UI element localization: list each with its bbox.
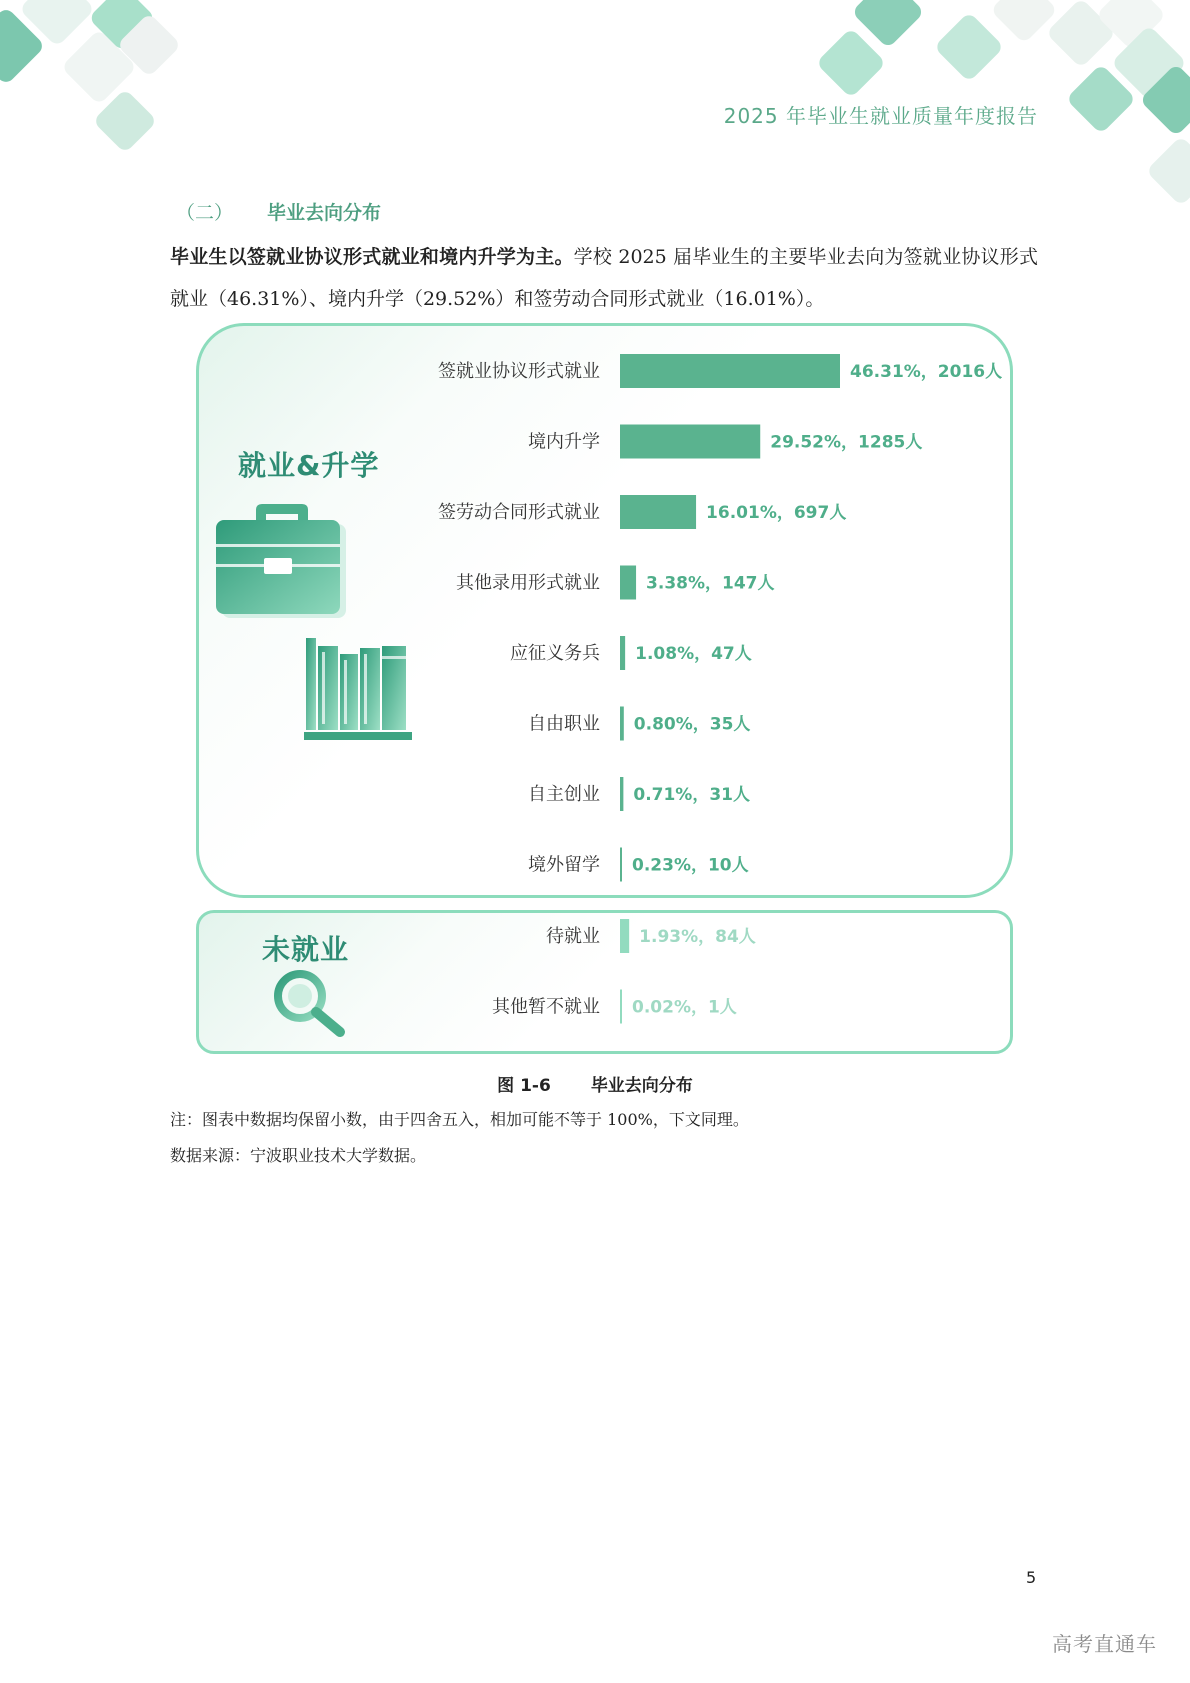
rounding-note: 注：图表中数据均保留小数，由于四舍五入，相加可能不等于 100%，下文同理。 xyxy=(170,1110,749,1129)
bar-0-0 xyxy=(620,354,840,388)
bar-0-3 xyxy=(620,566,636,600)
intro-body: 学校 2025 届毕业生的主要毕业去向为签就业协议形式就业（46.31%）、境内升学（29.52%）和签劳动合同形式就业（16.01%）。 xyxy=(170,246,1038,310)
category-label-0-7: 境外留学 xyxy=(528,854,600,876)
value-label-1-1: 0.02%，1人 xyxy=(632,997,737,1018)
value-label-0-4: 1.08%，47人 xyxy=(635,644,752,664)
bar-0-7 xyxy=(620,848,622,882)
value-label-0-6: 0.71%，31人 xyxy=(633,785,751,805)
category-label-1-1: 其他暂不就业 xyxy=(492,996,600,1018)
figure-caption xyxy=(0,1071,1190,1096)
page-number: 5 xyxy=(1026,1568,1037,1587)
bar-0-4 xyxy=(620,636,625,670)
value-label-1-0: 1.93%，84人 xyxy=(639,927,756,947)
value-label-0-0: 46.31%，2016人 xyxy=(850,362,1003,382)
category-label-0-4: 应征义务兵 xyxy=(510,643,600,664)
category-label-0-3: 其他录用形式就业 xyxy=(456,572,600,594)
category-label-0-0: 签就业协议形式就业 xyxy=(438,361,600,382)
category-label-0-6: 自主创业 xyxy=(528,784,600,805)
figure-number: 图 1-6 xyxy=(497,1076,551,1096)
section-number: （二） xyxy=(176,202,234,224)
bar-1-1 xyxy=(620,990,622,1024)
bar-0-5 xyxy=(620,707,624,741)
category-label-0-5: 自由职业 xyxy=(528,713,600,735)
value-label-0-2: 16.01%，697人 xyxy=(706,503,847,523)
report-title: 2025 年毕业生就业质量年度报告 xyxy=(723,104,1038,128)
unemployment-panel-title: 未就业 xyxy=(262,933,350,966)
value-label-0-1: 29.52%，1285人 xyxy=(770,432,923,453)
employment-panel-title: 就业&升学 xyxy=(238,449,380,482)
bar-1-0 xyxy=(620,919,629,953)
bar-0-2 xyxy=(620,495,696,529)
watermark: 高考直通车 xyxy=(1052,1632,1157,1656)
data-source-note: 数据来源：宁波职业技术大学数据。 xyxy=(170,1146,427,1165)
value-label-0-3: 3.38%，147人 xyxy=(646,573,775,594)
value-label-0-7: 0.23%，10人 xyxy=(632,855,749,876)
figure-title: 毕业去向分布 xyxy=(590,1076,693,1096)
category-label-1-0: 待就业 xyxy=(546,926,600,947)
value-label-0-5: 0.80%，35人 xyxy=(633,714,751,735)
bar-0-1 xyxy=(620,425,760,459)
section-title: 毕业去向分布 xyxy=(267,202,382,224)
category-label-0-2: 签劳动合同形式就业 xyxy=(438,502,600,523)
intro-lead: 毕业生以签就业协议形式就业和境内升学为主。 xyxy=(170,246,574,268)
category-label-0-1: 境内升学 xyxy=(528,431,600,453)
bar-0-6 xyxy=(620,777,623,811)
